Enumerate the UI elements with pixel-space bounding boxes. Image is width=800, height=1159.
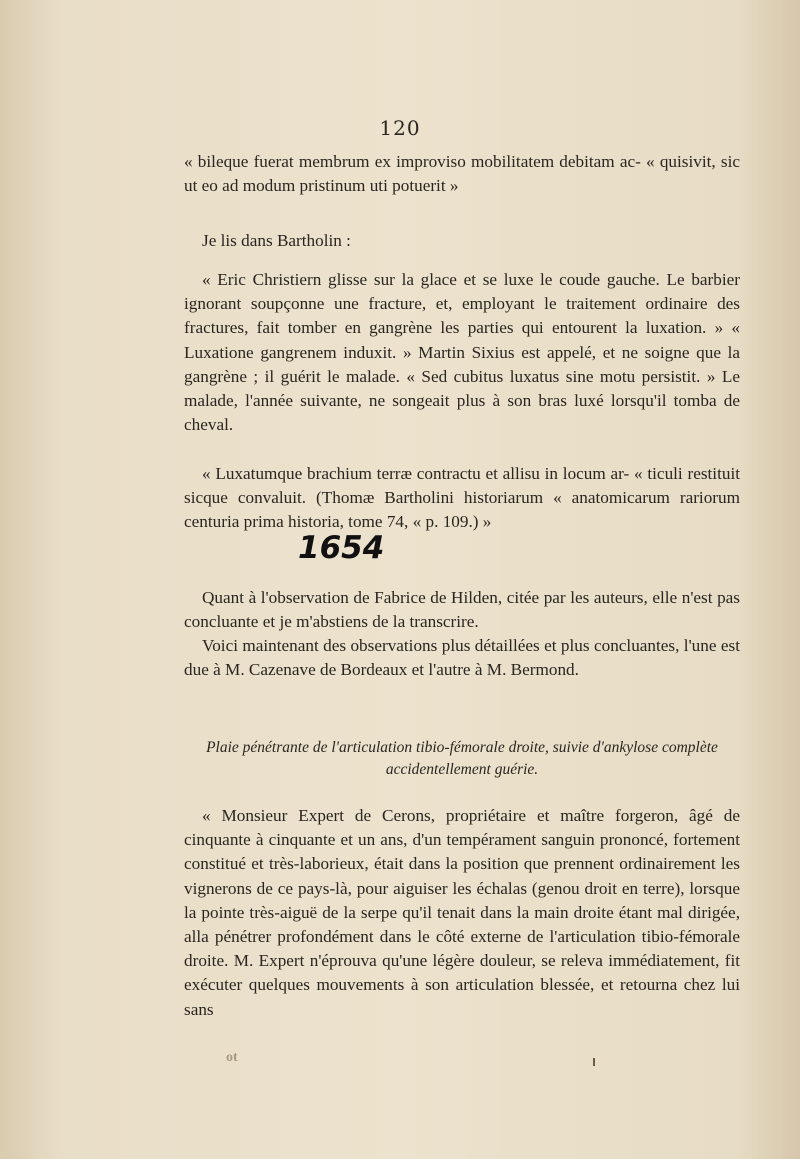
paragraph-bartholin-intro: Je lis dans Bartholin : xyxy=(202,231,351,250)
paragraph-observations-intro: Voici maintenant des observations plus détaillées et plus concluantes, l'une est due à M. Cazenave de Bordeaux et l'autre à M. Bermond. xyxy=(184,636,740,680)
handwritten-ink-mark: 1654 xyxy=(298,530,385,566)
ink-tick-mark xyxy=(593,1058,595,1066)
page-number: 120 xyxy=(379,116,421,140)
paragraph-latin-quote: « bileque fuerat membrum ex improviso mobilitatem debitam ac- « quisivit, sic ut eo ad modum pristinum uti potuerit » xyxy=(184,152,740,196)
paragraph-latin-citation: « Luxatumque brachium terræ contractu et allisu in locum ar- « ticuli restituit sicque convaluit. (Thomæ Bartholini historiarum « anatomicarum rariorum centuria prima historia, tome 74, « p. 109.) » xyxy=(184,464,740,532)
bottom-show-through-mark: ot xyxy=(226,1050,238,1065)
paragraph-expert-case: « Monsieur Expert de Cerons, propriétaire et maître forgeron, âgé de cinquante à cinquante et un ans, d'un tempérament sanguin prononcé, fortement constitué et très-laborieux, était dans la position que prennent ordinairement les vignerons de ce pays-là, pour aiguiser les échalas (genou droit en terre), lorsque la pointe très-aiguë de la serpe qu'il tenait dans la main droite étant mal dirigée, alla pénétrer profondément dans le côté externe de l'articulation tibio-fémorale droite. M. Expert n'éprouva qu'une légère douleur, se releva immédiatement, fit exécuter quelques mouvements à son articulation blessée, et retourna chez lui sans xyxy=(184,806,740,1019)
paragraph-eric-christiern: « Eric Christiern glisse sur la glace et se luxe le coude gauche. Le barbier ignorant soupçonne une fracture, et, employant le traitement ordinaire des fractures, fait tomber en gangrène les parties qui entourent la luxation. » « Luxatione gangrenem induxit. » Martin Sixius est appelé, et ne soigne que la gangrène ; il guérit le malade. « Sed cubitus luxatus sine motu persistit. » Le malade, l'année suivante, ne songeait plus à son bras luxé lorsqu'il tomba de cheval. xyxy=(184,270,740,435)
paragraph-fabrice-de-hilden: Quant à l'observation de Fabrice de Hilden, citée par les auteurs, elle n'est pas concluante et je m'abstiens de la transcrire. xyxy=(184,588,740,632)
section-title: Plaie pénétrante de l'articulation tibio-fémorale droite, suivie d'ankylose complète accidentellement guérie. xyxy=(206,739,718,778)
